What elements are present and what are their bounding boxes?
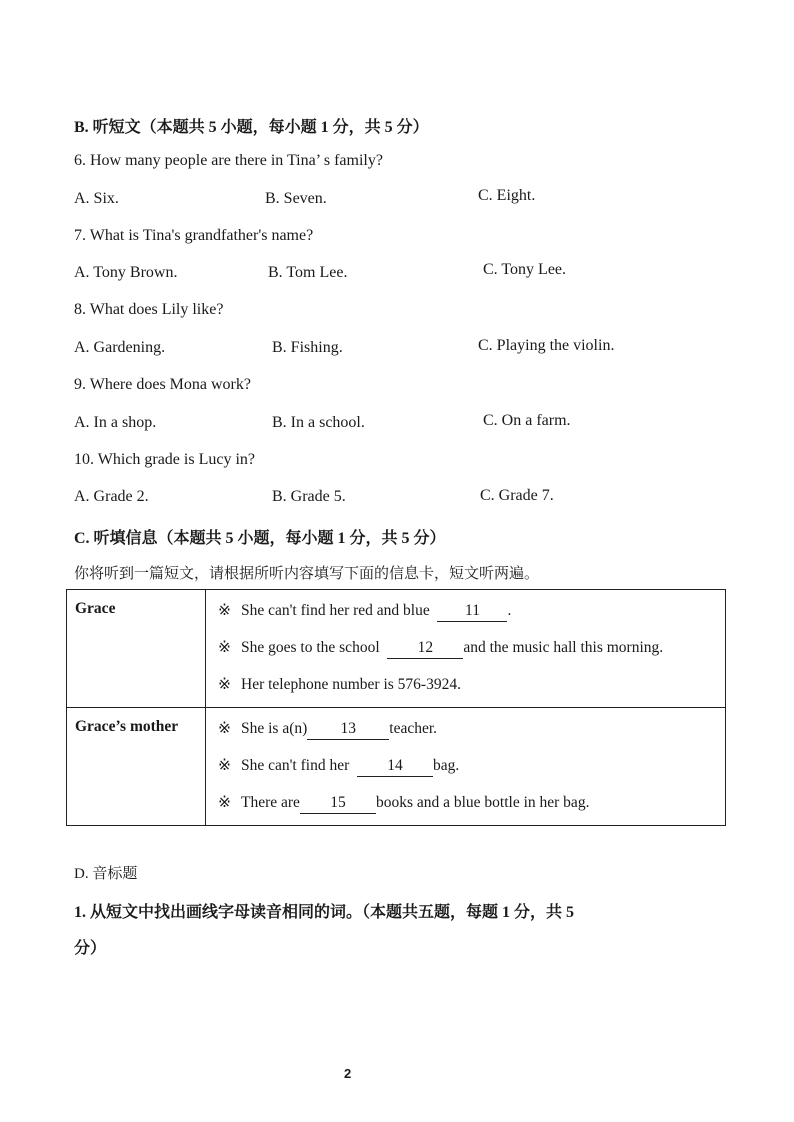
blank-15: 15 [300,793,376,814]
table-row [67,590,726,708]
grace-label: Grace [67,590,206,708]
q9-option-c: C. On a farm. [483,412,571,429]
section-d-question-1-cont: 分） [74,940,107,957]
table-row [67,708,726,826]
section-d-heading: D. 音标题 [74,866,138,882]
q6-option-c: C. Eight. [478,187,536,204]
q6-option-a: A. Six. [74,190,119,207]
blank-12: 12 [387,638,463,659]
info-line [218,710,713,747]
info-line [218,747,713,784]
page-number: 2 [344,1066,352,1081]
line-text: She is a(n) [241,720,308,737]
line-text-end: teacher. [389,720,438,737]
reference-mark: ※ [218,794,231,811]
q6-option-b: B. Seven. [265,190,327,207]
grace-info [206,590,726,708]
reference-mark: ※ [218,639,231,656]
section-c-heading: C. 听填信息（本题共 5 小题，每小题 1 分，共 5 分） [74,530,446,547]
line-text: She can't find her [241,757,350,774]
line-text-end: bag. [433,757,460,774]
q8-option-c: C. Playing the violin. [478,337,615,354]
grace-mother-label: Grace’s mother [67,708,206,826]
question-7: 7. What is Tina's grandfather's name? [74,227,314,244]
grace-mother-info [206,708,726,826]
line-text-end: and the music hall this morning. [463,639,664,656]
q8-option-b: B. Fishing. [272,339,343,356]
reference-mark: ※ [218,676,231,693]
question-10: 10. Which grade is Lucy in? [74,451,255,468]
line-text-end: . [507,602,512,619]
info-line [218,666,713,703]
line-text: She goes to the school [241,639,380,656]
line-text-end: books and a blue bottle in her bag. [375,794,590,811]
q7-option-a: A. Tony Brown. [74,264,178,281]
info-line [218,784,713,821]
blank-14: 14 [357,756,433,777]
reference-mark: ※ [218,602,231,619]
q7-option-b: B. Tom Lee. [268,264,348,281]
q9-option-b: B. In a school. [272,414,365,431]
info-line [218,592,713,629]
blank-13: 13 [307,719,389,740]
q10-option-a: A. Grade 2. [74,488,149,505]
question-6: 6. How many people are there in Tina’ s family? [74,152,383,169]
question-8: 8. What does Lily like? [74,301,224,318]
reference-mark: ※ [218,757,231,774]
q9-option-a: A. In a shop. [74,414,157,431]
question-9: 9. Where does Mona work? [74,376,251,393]
section-b-heading: B. 听短文（本题共 5 小题，每小题 1 分，共 5 分） [74,119,429,136]
reference-mark: ※ [218,720,231,737]
q8-option-a: A. Gardening. [74,339,166,356]
blank-11: 11 [437,601,507,622]
section-c-instruction: 你将听到一篇短文，请根据所听内容填写下面的信息卡，短文听两遍。 [74,566,540,582]
line-text: She can't find her red and blue [241,602,430,619]
section-d-question-1: 1. 从短文中找出画线字母读音相同的词。（本题共五题，每题 1 分，共 5 [74,904,575,921]
line-text: Her telephone number is 576-3924. [241,676,461,693]
line-text: There are [241,794,300,811]
q10-option-b: B. Grade 5. [272,488,346,505]
q7-option-c: C. Tony Lee. [483,261,567,278]
info-card-table [66,589,726,826]
q10-option-c: C. Grade 7. [480,487,554,504]
info-line [218,629,713,666]
